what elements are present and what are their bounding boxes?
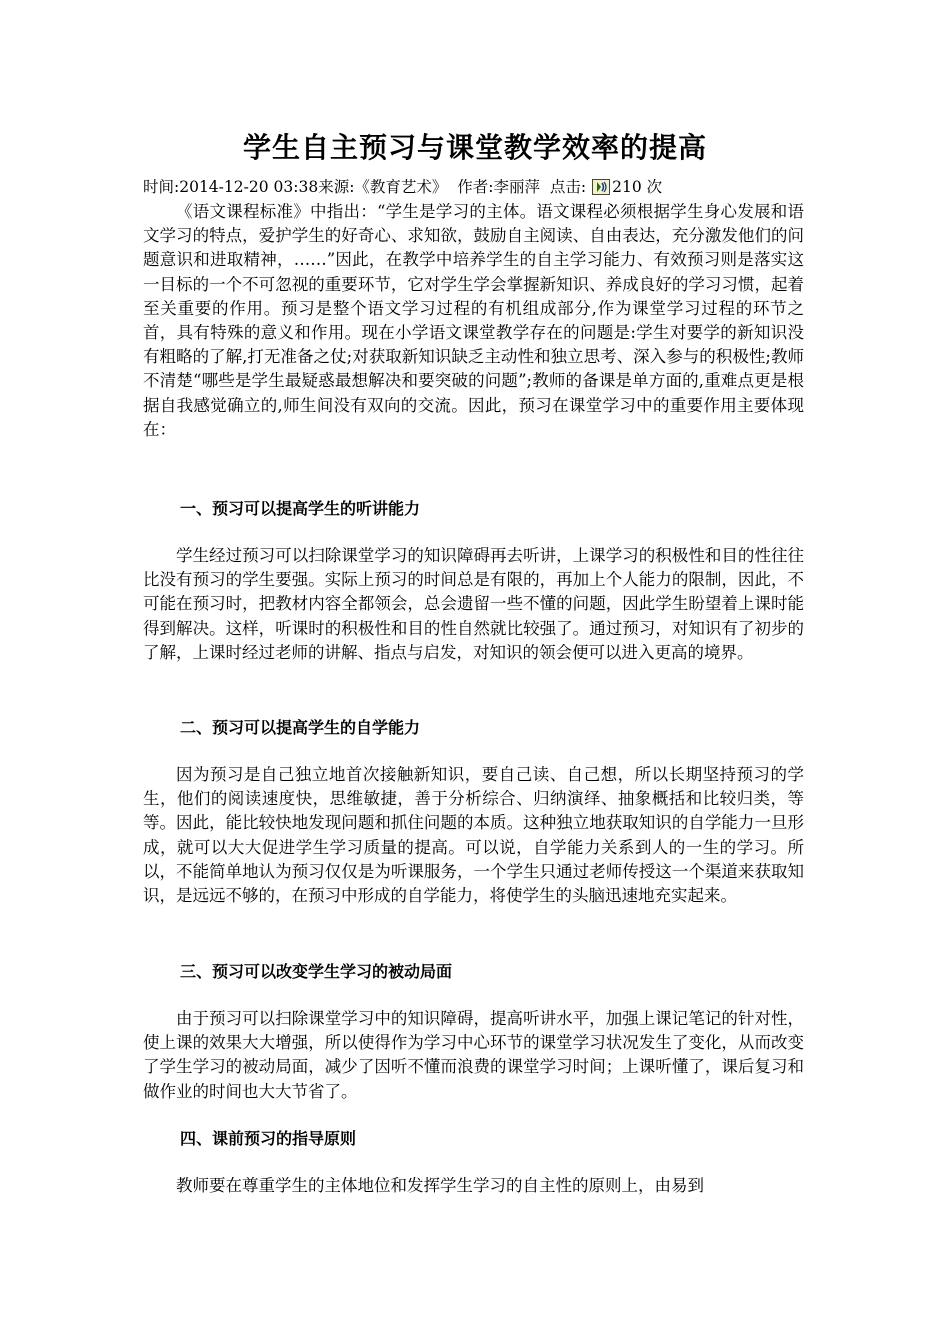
section-body-2 (143, 763, 804, 908)
section-paragraph-1: 学生经过预习可以扫除课堂学习的知识障碍再去听讲，上课学习的积极性和目的性往往比没有预习的学生要强。实际上预习的时间总是有限的，再加上个人能力的限制，因此，不可能在预习时，把教材内容全都领会，总会遗留一些不懂的问题，因此学生盼望着上课时能得到解决。这样，听课时的积极性和目的性自然就比较强了。通过预习，对知识有了初步的了解，上课时经过老师的讲解、指点与启发，对知识的领会便可以进入更高的境界。 (143, 546, 804, 662)
article-title: 学生自主预习与课堂教学效率的提高 (242, 131, 707, 164)
section-body-3 (143, 1007, 804, 1104)
meta-source: 来源:《教育艺术》 (318, 178, 448, 196)
section-body-1 (143, 544, 804, 665)
section-heading-4: 四、课前预习的指导原则 (180, 1129, 357, 1148)
speaker-icon (592, 179, 610, 195)
section-paragraph-3: 由于预习可以扫除课堂学习中的知识障碍，提高听讲水平，加强上课记笔记的针对性，使上课的效果大大增强，所以使得作为学习中心环节的课堂学习状况发生了变化，从而改变了学生学习的被动局面，减少了因听不懂而浪费的课堂学习时间；上课听懂了，课后复习和做作业的时间也大大节省了。 (143, 1009, 804, 1101)
section-paragraph-4: 教师要在尊重学生的主体地位和发挥学生学习的自主性的原则上，由易到 (176, 1176, 704, 1195)
section-heading-1: 一、预习可以提高学生的听讲能力 (180, 499, 421, 518)
section-body-4 (143, 1174, 804, 1198)
meta-clicks-value: 210 次 (612, 178, 663, 196)
meta-clicks-label: 点击: (549, 178, 587, 196)
section-heading-3: 三、预习可以改变学生学习的被动局面 (180, 962, 453, 981)
article-meta (143, 176, 823, 198)
intro-paragraph-block (143, 200, 804, 442)
meta-author: 作者:李丽萍 (457, 178, 541, 196)
intro-paragraph: 《语文课程标准》中指出：“学生是学习的主体。语文课程必须根据学生身心发展和语文学习的特点，爱护学生的好奇心、求知欲，鼓励自主阅读、自由表达，充分激发他们的问题意识和进取精神，……”因此，在教学中培养学生的自主学习能力、有效预习则是落实这一目标的一个不可忽视的重要环节，它对学生学会掌握新知识、养成良好的学习习惯，起着至关重要的作用。预习是整个语文学习过程的有机组成部分,作为课堂学习过程的环节之首，具有特殊的意义和作用。现在小学语文课堂教学存在的问题是:学生对要学的新知识没有粗略的了解,打无准备之仗;对获取新知识缺乏主动性和独立思考、深入参与的积极性;教师不清楚“哪些是学生最疑惑最想解决和要突破的问题”;教师的备课是单方面的,重难点更是根据自我感觉确立的,师生间没有双向的交流。因此，预习在课堂学习中的重要作用主要体现在： (143, 202, 804, 439)
section-paragraph-2: 因为预习是自己独立地首次接触新知识，要自己读、自己想，所以长期坚持预习的学生，他们的阅读速度快，思维敏捷，善于分析综合、归纳演绎、抽象概括和比较归类，等等。因此，能比较快地发现问题和抓住问题的本质。这种独立地获取知识的自学能力一旦形成，就可以大大促进学生学习质量的提高。可以说，自学能力关系到人的一生的学习。所以，不能简单地认为预习仅仅是为听课服务，一个学生只通过老师传授这一个渠道来获取知识，是远远不够的，在预习中形成的自学能力，将使学生的头脑迅速地充实起来。 (143, 765, 804, 906)
meta-time: 时间:2014-12-20 03:38 (143, 178, 319, 196)
section-heading-2: 二、预习可以提高学生的自学能力 (180, 718, 421, 737)
